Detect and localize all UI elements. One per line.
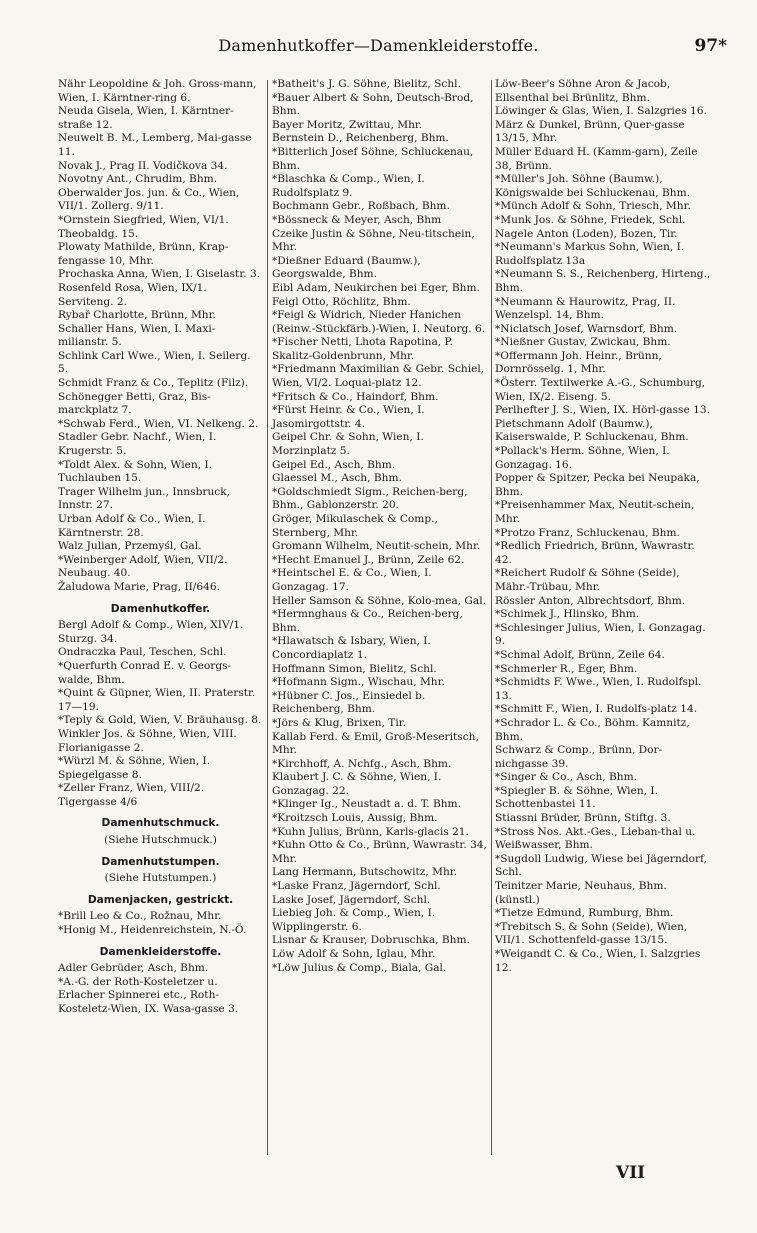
directory-entry: Nagele Anton (Loden), Bozen, Tir.	[495, 227, 678, 240]
directory-entry: Pietschmann Adolf (Baumw.), Kaiserswalde, P. Schluckenau, Bhm.	[495, 417, 689, 444]
directory-entry: *Kirchhoff, A. Nchfg., Asch, Bhm.	[272, 757, 452, 770]
directory-entry: *Schrador L. & Co., Böhm. Kamnitz, Bhm.	[495, 716, 690, 743]
directory-entry: Ondraczka Paul, Teschen, Schl.	[58, 646, 227, 659]
directory-entry: Schmidt Franz & Co., Teplitz (Filz).	[58, 377, 249, 390]
directory-entry: Schlink Carl Wwe., Wien, I. Seilerg. 5.	[58, 349, 251, 376]
column-1	[58, 78, 263, 1017]
directory-entry: Bernstein D., Reichenberg, Bhm.	[272, 132, 449, 145]
directory-entry: *Schmidts F. Wwe., Wien, I. Rudolfspl. 13.	[495, 676, 702, 702]
directory-entry: Plowaty Mathilde, Brünn, Krap-fengasse 10, Mhr.	[58, 241, 229, 267]
section-heading: Damenhutschmuck.	[101, 817, 220, 830]
page-number: 97*	[694, 36, 727, 56]
directory-entry: *Batheit's J. G. Söhne, Bielitz, Schl.	[272, 78, 461, 90]
column-divider	[491, 80, 492, 1155]
directory-entry: Gromann Wilhelm, Neutit-schein, Mhr.	[272, 540, 481, 553]
directory-entry: Liebieg Joh. & Comp., Wien, I. Wipplingerstr. 6.	[272, 907, 436, 933]
section-heading: Damenhutstumpen.	[101, 855, 220, 868]
directory-entry: Popper & Spitzer, Pecka bei Neupaka, Bhm.	[495, 472, 700, 498]
directory-entry: *Jörs & Klug, Brixen, Tir.	[272, 716, 406, 729]
section-heading: Damenhutkoffer.	[110, 602, 211, 615]
directory-entry: Urban Adolf & Co., Wien, I. Kärntnerstr. 28.	[58, 513, 206, 539]
directory-entry: Heller Samson & Söhne, Kolo-mea, Gal.	[272, 594, 486, 607]
directory-entry: *Ornstein Siegfried, Wien, VI/1. Theobaldg. 15.	[58, 213, 229, 240]
directory-entry: *Neumann & Haurowitz, Prag, II. Wenzelspl. 14, Bhm.	[495, 295, 676, 322]
directory-entry: *Schmerler R., Eger, Bhm.	[495, 662, 638, 675]
directory-entry: *Löw Julius & Comp., Biala, Gal.	[272, 961, 447, 974]
directory-entry: Perlhefter J. S., Wien, IX. Hörl-gasse 13.	[495, 404, 710, 417]
directory-entry: *Feigl & Widrich, Nieder Hanichen (Reinw.-Stückfärb.)-Wien, I. Neutorg. 6.	[272, 309, 486, 335]
directory-entry: Löwinger & Glas, Wien, I. Salzgries 16.	[495, 105, 707, 118]
directory-entry: *Klinger Ig., Neustadt a. d. T. Bhm.	[272, 798, 461, 811]
directory-entry: Adler Gebrüder, Asch, Bhm.	[58, 962, 209, 975]
directory-entry: *Hofmann Sigm., Wischau, Mhr.	[272, 676, 445, 689]
directory-entry: Rosenfeld Rosa, Wien, IX/1. Serviteng. 2.	[58, 281, 207, 308]
directory-entry: *Schlesinger Julius, Wien, I. Gonzagag. 9.	[495, 621, 706, 648]
directory-entry: Czeike Justin & Söhne, Neu-titschein, Mhr.	[272, 227, 475, 254]
directory-entry: Geipel Chr. & Sohn, Wien, I. Morzinplatz 5.	[272, 431, 424, 458]
directory-entry: *Protzo Franz, Schluckenau, Bhm.	[495, 526, 680, 539]
directory-entry: *Pollack's Herm. Söhne, Wien, I. Gonzagag. 16.	[495, 445, 670, 471]
directory-entry: *Tietze Edmund, Rumburg, Bhm.	[495, 907, 674, 920]
directory-entry: *Bauer Albert & Sohn, Deutsch-Brod, Bhm.	[272, 91, 474, 118]
directory-entry: *Laske Franz, Jägerndorf, Schl.	[272, 880, 441, 893]
column-3	[495, 78, 713, 975]
section-heading: Damenkleiderstoffe.	[99, 945, 222, 958]
directory-entry: *Honig M., Heidenreichstein, N.-Ö.	[58, 924, 247, 937]
directory-entry: Stadler Gebr. Nachf., Wien, I. Krugerstr. 5.	[58, 431, 217, 458]
directory-entry: *Würzl M. & Söhne, Wien, I. Spiegelgasse 8.	[58, 755, 211, 781]
page-title: Damenhutkoffer—Damenkleiderstoffe.	[218, 36, 539, 55]
directory-entry: Geipel Ed., Asch, Bhm.	[272, 458, 396, 471]
directory-entry: *Österr. Textilwerke A.-G., Schumburg, Wien, IX/2. Eiseng. 5.	[495, 377, 706, 403]
directory-entry: Feigl Otto, Röchlitz, Bhm.	[272, 295, 411, 308]
directory-entry: *Kuhn Julius, Brünn, Karls-glacis 21.	[272, 825, 469, 838]
signature-mark: VII	[616, 1163, 646, 1183]
directory-entry: *Kroitzsch Louis, Aussig, Bhm.	[272, 812, 438, 825]
directory-entry: *Querfurth Conrad E. v. Georgs-walde, Bhm.	[58, 659, 232, 686]
section-heading: Damenjacken, gestrickt.	[87, 893, 234, 906]
directory-entry: *A.-G. der Roth-Kosteletzer u. Erlacher Spinnerei etc., Roth-Kosteletz-Wien, IX. Wasa-gasse 3.	[58, 975, 239, 1015]
directory-entry: *Niclatsch Josef, Warnsdorf, Bhm.	[495, 322, 678, 335]
directory-entry: *Goldschmiedt Sigm., Reichen-berg, Bhm., Gablonzerstr. 20.	[272, 485, 468, 512]
cross-reference: (Siehe Hutstumpen.)	[104, 872, 217, 885]
directory-entry: Bayer Moritz, Zwittau, Mhr.	[272, 118, 423, 131]
directory-entry: *Offermann Joh. Heinr., Brünn, Dornrösselg. 1, Mhr.	[495, 349, 662, 376]
directory-entry: *Preisenhammer Max, Neutit-schein, Mhr.	[495, 499, 695, 525]
directory-entry: *Brill Leo & Co., Rožnau, Mhr.	[58, 910, 222, 923]
directory-entry: Nähr Leopoldine & Joh. Gross-mann, Wien, I. Kärntner-ring 6.	[58, 78, 257, 104]
directory-entry: Teinitzer Marie, Neuhaus, Bhm. (künstl.)	[495, 880, 667, 906]
directory-entry: Trager Wilhelm jun., Innsbruck, Innstr. 27.	[58, 485, 230, 512]
directory-entry: Rössler Anton, Albrechtsdorf, Bhm.	[495, 594, 686, 607]
page-header	[0, 36, 757, 64]
directory-entry: *Bitterlich Josef Söhne, Schluckenau, Bhm.	[272, 145, 474, 172]
directory-entry: *Fürst Heinr. & Co., Wien, I. Jasomirgottstr. 4.	[272, 404, 425, 430]
directory-entry: Bergl Adolf & Comp., Wien, XIV/1. Sturzg. 34.	[58, 619, 244, 645]
directory-entry: *Zeller Franz, Wien, VIII/2. Tigergasse 4/6	[58, 782, 205, 808]
directory-entry: *Stross Nos. Akt.-Ges., Lieban-thal u. Weißwasser, Bhm.	[495, 825, 696, 852]
directory-entry: Eibl Adam, Neukirchen bei Eger, Bhm.	[272, 281, 480, 294]
directory-entry: Novotny Ant., Chrudim, Bhm.	[58, 173, 218, 186]
column-divider	[267, 80, 268, 1155]
cross-reference: (Siehe Hutschmuck.)	[104, 834, 217, 847]
directory-entry: Novak J., Prag II. Vodičkova 34.	[58, 159, 228, 172]
directory-entry: *Bössneck & Meyer, Asch, Bhm	[272, 213, 442, 226]
directory-entry: *Hlawatsch & Isbary, Wien, I. Concordiaplatz 1.	[272, 635, 431, 661]
directory-entry: *Hübner C. Jos., Einsiedel b. Reichenberg, Bhm.	[272, 689, 426, 716]
directory-entry: *Kuhn Otto & Co., Brünn, Wawrastr. 34, Mhr.	[272, 839, 487, 865]
directory-entry: Laske Josef, Jägerndorf, Schl.	[272, 893, 431, 906]
directory-entry: *Heintschel E. & Co., Wien, I. Gonzagag. 17.	[272, 567, 432, 593]
directory-entry: Schaller Hans, Wien, I. Maxi-milianstr. 5.	[58, 322, 216, 349]
directory-entry: *Friedmann Maximilian & Gebr. Schiel, Wien, VI/2. Loquai-platz 12.	[272, 363, 485, 390]
directory-entry: *Singer & Co., Asch, Bhm.	[495, 771, 638, 784]
directory-entry: *Trebitsch S. & Sohn (Seide), Wien, VII/1. Schottenfeld-gasse 13/15.	[495, 920, 688, 947]
directory-entry: *Schmitt F., Wien, I. Rudolfs-platz 14.	[495, 703, 698, 716]
directory-entry: Rybař Charlotte, Brünn, Mhr.	[58, 309, 216, 322]
directory-entry: Žaludowa Marie, Prag, II/646.	[58, 580, 220, 593]
directory-entry: *Schmal Adolf, Brünn, Zeile 64.	[495, 648, 665, 661]
directory-entry: Bochmann Gebr., Roßbach, Bhm.	[272, 200, 450, 213]
directory-entry: Prochaska Anna, Wien, I. Giselastr. 3.	[58, 268, 261, 281]
directory-entry: *Blaschka & Comp., Wien, I. Rudolfsplatz 9.	[272, 173, 425, 199]
directory-entry: *Neumann S. S., Reichenberg, Hirteng., Bhm.	[495, 268, 711, 294]
directory-entry: *Munk Jos. & Söhne, Friedek, Schl.	[495, 213, 686, 226]
directory-entry: Löw-Beer's Söhne Aron & Jacob, Ellsenthal bei Brünlitz, Bhm.	[495, 78, 671, 104]
directory-entry: *Schwab Ferd., Wien, VI. Nelkeng. 2.	[58, 417, 259, 430]
directory-entry: *Hermnghaus & Co., Reichen-berg, Bhm.	[272, 608, 463, 634]
directory-entry: Schwarz & Comp., Brünn, Dor-nichgasse 39.	[495, 744, 663, 770]
directory-entry: März & Dunkel, Brünn, Quer-gasse 13/15, Mhr.	[495, 118, 685, 145]
directory-entry: *Fritsch & Co., Haindorf, Bhm.	[272, 390, 439, 403]
directory-entry: *Weinberger Adolf, Wien, VII/2. Neubaug. 40.	[58, 553, 228, 580]
directory-entry: *Fischer Netti, Lhota Rapotina, P. Skalitz-Goldenbrunn, Mhr.	[272, 336, 453, 362]
directory-entry: Müller Eduard H. (Kamm-garn), Zeile 38, Brünn.	[495, 145, 698, 172]
directory-entry: Stiassni Brüder, Brünn, Stiftg. 3.	[495, 812, 671, 825]
directory-entry: *Toldt Alex. & Sohn, Wien, I. Tuchlauben 15.	[58, 458, 213, 485]
directory-entry: Neuda Gisela, Wien, I. Kärntner-straße 12.	[58, 105, 234, 131]
directory-entry: Lang Hermann, Butschowitz, Mhr.	[272, 866, 458, 879]
directory-entry: Klaubert J. C. & Söhne, Wien, I. Gonzagag. 22.	[272, 771, 442, 797]
column-2	[272, 78, 488, 975]
directory-entry: Glaessel M., Asch, Bhm.	[272, 472, 402, 485]
directory-entry: Löw Adolf & Sohn, Iglau, Mhr.	[272, 948, 436, 960]
directory-entry: Lisnar & Krauser, Dobruschka, Bhm.	[272, 934, 470, 947]
directory-entry: *Quint & Güpner, Wien, II. Praterstr. 17—19.	[58, 687, 256, 713]
directory-entry: *Reichert Rudolf & Söhne (Seide), Mähr.-Trübau, Mhr.	[495, 567, 680, 593]
directory-entry: *Teply & Gold, Wien, V. Bräuhausg. 8.	[58, 714, 262, 727]
directory-entry: Oberwalder Jos. jun. & Co., Wien, VII/1. Zollerg. 9/11.	[58, 186, 240, 213]
directory-entry: *Spiegler B. & Söhne, Wien, I. Schottenbastei 11.	[495, 784, 658, 811]
directory-entry: *Hecht Emanuel J., Brünn, Zeile 62.	[272, 553, 465, 566]
directory-entry: Gröger, Mikulaschek & Comp., Sternberg, Mhr.	[272, 513, 438, 539]
directory-entry: Winkler Jos. & Söhne, Wien, VIII. Florianigasse 2.	[58, 727, 237, 754]
directory-entry: Neuwelt B. M., Lemberg, Mai-gasse 11.	[58, 132, 252, 158]
directory-entry: *Müller's Joh. Söhne (Baumw.), Königswalde bei Schluckenau, Bhm.	[495, 173, 690, 199]
directory-entry: *Sugdoll Ludwig, Wiese bei Jägerndorf, Schl.	[495, 852, 707, 879]
directory-entry: *Schimek J., Hlinsko, Bhm.	[495, 608, 640, 621]
directory-entry: Schönegger Betti, Graz, Bis-marckplatz 7.	[58, 390, 211, 417]
directory-entry: Kallab Ferd. & Emil, Groß-Meseritsch, Mhr.	[272, 730, 479, 757]
directory-entry: *Weigandt C. & Co., Wien, I. Salzgries 12.	[495, 948, 701, 974]
directory-entry: *Dießner Eduard (Baumw.), Georgswalde, Bhm.	[272, 254, 421, 281]
directory-entry: Walz Julian, Przemyśl, Gal.	[58, 540, 202, 553]
directory-entry: Hoffmann Simon, Bielitz, Schl.	[272, 662, 437, 675]
directory-entry: *Neumann's Markus Sohn, Wien, I. Rudolfsplatz 13a	[495, 241, 685, 267]
directory-entry: *Nießner Gustav, Zwickau, Bhm.	[495, 336, 671, 349]
directory-entry: *Münch Adolf & Sohn, Triesch, Mhr.	[495, 200, 691, 213]
directory-entry: *Redlich Friedrich, Brünn, Wawrastr. 42.	[495, 540, 695, 566]
